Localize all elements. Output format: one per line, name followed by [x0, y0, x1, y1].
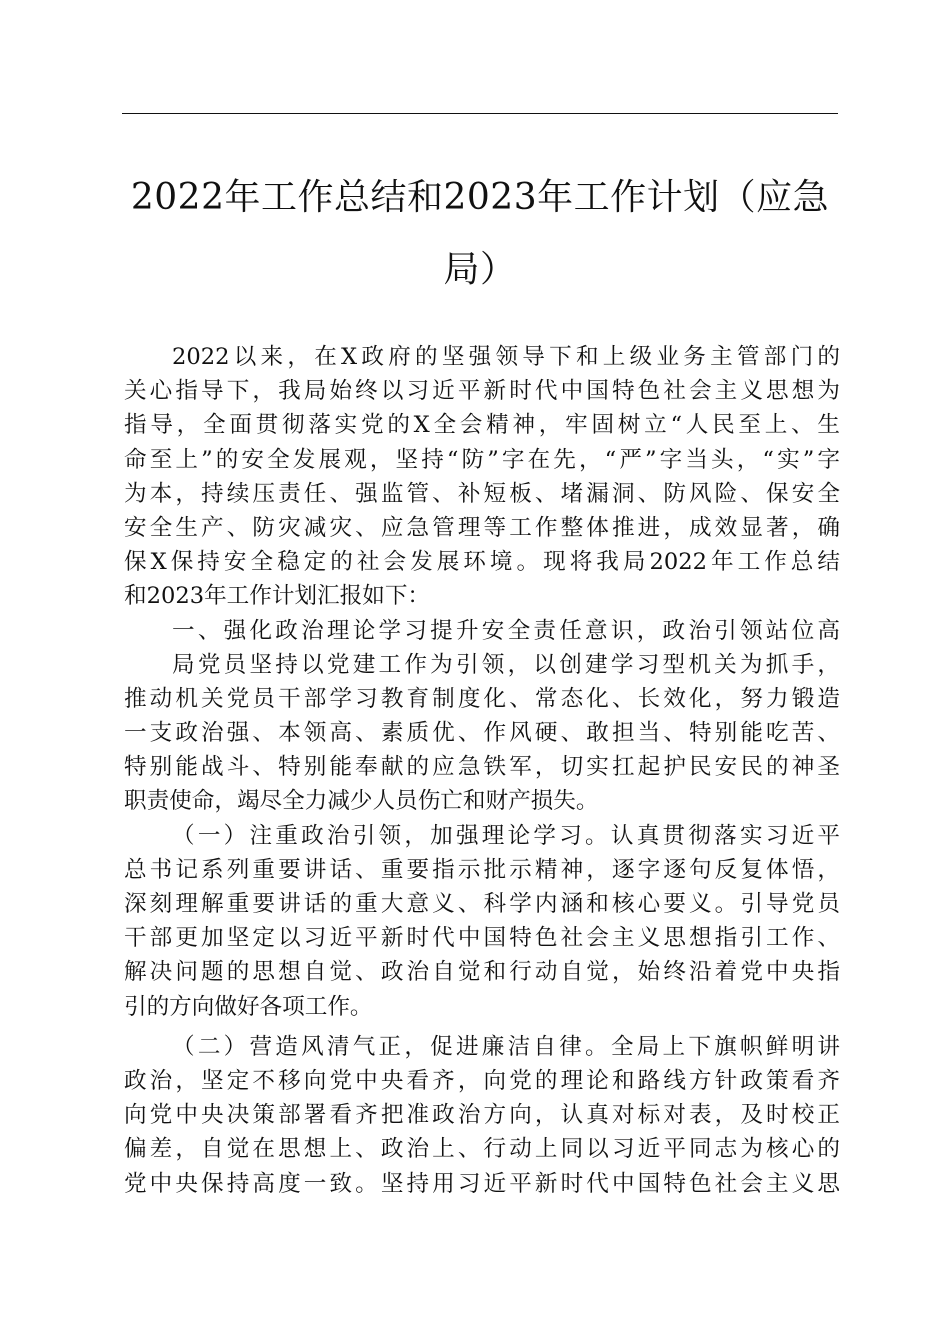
text-line: 关心指导下，我局始终以习近平新时代中国特色社会主义思想为 — [124, 378, 840, 405]
text-line: （二）营造风清气正，促进廉洁自律。全局上下旗帜鲜明讲 — [172, 1033, 840, 1060]
text-line: 局党员坚持以党建工作为引领，以创建学习型机关为抓手， — [172, 651, 840, 678]
text-line: 一、强化政治理论学习提升安全责任意识，政治引领站位高 — [172, 617, 840, 644]
document-title — [120, 162, 840, 306]
text-line: 引的方向做好各项工作。 — [124, 993, 373, 1020]
text-line: 党中央保持高度一致。坚持用习近平新时代中国特色社会主义思 — [124, 1170, 840, 1197]
paragraph-intro — [124, 340, 840, 614]
paragraph-subsection-2 — [124, 1030, 840, 1201]
text-line: 推动机关党员干部学习教育制度化、常态化、长效化，努力锻造 — [124, 685, 840, 712]
text-line: 2022以来，在X政府的坚强领导下和上级业务主管部门的 — [172, 344, 840, 370]
text-line: 解决问题的思想自觉、政治自觉和行动自觉，始终沿着党中央指 — [124, 959, 840, 986]
text-line: 一支政治强、本领高、素质优、作风硬、敢担当、特别能吃苦、 — [124, 720, 840, 747]
text-line: 向党中央决策部署看齐把准政治方向，认真对标对表，及时校正 — [124, 1102, 840, 1129]
text-line: 保X保持安全稳定的社会发展环境。现将我局2022年工作总结 — [124, 549, 840, 576]
header-rule — [122, 113, 838, 114]
text-line: 政治，坚定不移向党中央看齐，向党的理论和路线方针政策看齐 — [124, 1067, 840, 1094]
text-line: 总书记系列重要讲话、重要指示批示精神，逐字逐句反复体悟， — [124, 856, 840, 883]
text-line: 为本，持续压责任、强监管、补短板、堵漏洞、防风险、保安全 — [124, 480, 840, 507]
text-line: 特别能战斗、特别能奉献的应急铁军，切实扛起护民安民的神圣 — [124, 754, 840, 781]
text-line: （一）注重政治引领，加强理论学习。认真贯彻落实习近平 — [172, 822, 840, 849]
text-line: 职责使命，竭尽全力减少人员伤亡和财产损失。 — [124, 788, 599, 815]
text-line: 和2023年工作计划汇报如下： — [124, 583, 431, 610]
title-line: 局） — [443, 249, 517, 290]
paragraph-party-building — [124, 648, 840, 819]
title-line: 2022年工作总结和2023年工作计划（应急 — [130, 177, 830, 218]
text-line: 指导，全面贯彻落实党的X全会精神，牢固树立“人民至上、生 — [124, 412, 840, 439]
text-line: 干部更加坚定以习近平新时代中国特色社会主义思想指引工作、 — [124, 925, 840, 952]
section-heading — [124, 614, 840, 648]
text-line: 安全生产、防灾减灾、应急管理等工作整体推进，成效显著，确 — [124, 514, 840, 541]
paragraph-subsection-1 — [124, 819, 840, 1024]
text-line: 深刻理解重要讲话的重大意义、科学内涵和核心要义。引导党员 — [124, 891, 840, 917]
text-line: 命至上”的安全发展观，坚持“防”字在先，“严”字当头，“实”字 — [124, 446, 840, 473]
document-body — [124, 340, 840, 1201]
text-line: 偏差，自觉在思想上、政治上、行动上同以习近平同志为核心的 — [124, 1136, 840, 1163]
